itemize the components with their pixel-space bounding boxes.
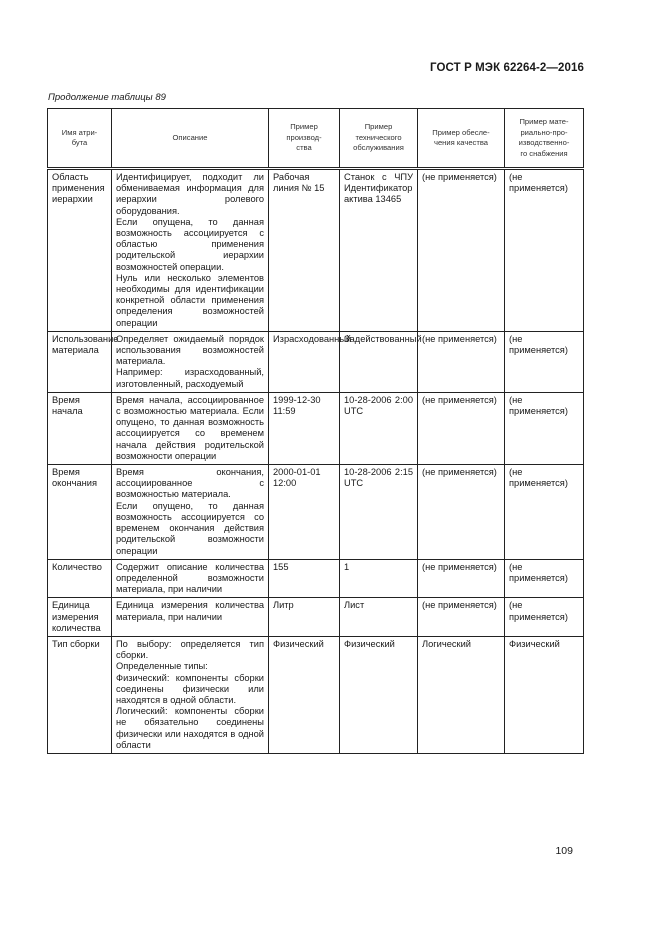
cell-production: Рабочая линия № 15 (269, 169, 340, 332)
col-header-production: Пример производ- ства (269, 109, 340, 169)
cell-supply: (не применяется) (505, 169, 584, 332)
page-number: 109 (555, 845, 573, 857)
cell-description: Единица измерения количества материала, при наличии (112, 598, 269, 637)
col-header-description: Описание (112, 109, 269, 169)
cell-attribute-name: Использование материала (48, 331, 112, 392)
cell-supply: Физический (505, 636, 584, 753)
cell-quality: (не применяется) (418, 392, 505, 464)
cell-description: Идентифицирует, подходит ли обмениваемая информация для иерархии ролевого оборудования. Если опущена, то данная возможность ассоциируется с областью применения родительской иерархии возможностей операции. Нуль или несколько элементов необходимы для идентификации конкретной области применения определения возможностей операции (112, 169, 269, 332)
col-header-supply: Пример мате- риально-про- изводственно- го снабжения (505, 109, 584, 169)
cell-production: Израсходованный (269, 331, 340, 392)
table-header-row (48, 109, 584, 169)
cell-production: Литр (269, 598, 340, 637)
col-header-name: Имя атри- бута (48, 109, 112, 169)
cell-supply: (не применяется) (505, 465, 584, 560)
attributes-table (47, 108, 584, 754)
cell-attribute-name: Время окончания (48, 465, 112, 560)
cell-description: Содержит описание количества определенной возможности материала, при наличии (112, 559, 269, 598)
cell-maintenance: Станок с ЧПУ Идентификатор актива 13465 (340, 169, 418, 332)
cell-attribute-name: Область применения иерархии (48, 169, 112, 332)
cell-description: По выбору: определяется тип сборки. Определенные типы: Физический: компоненты сборки соединены физически или находятся в одной области. Логический: компоненты сборки не обязательно соединены физически или находятся в одной области (112, 636, 269, 753)
cell-maintenance: 1 (340, 559, 418, 598)
cell-maintenance: Лист (340, 598, 418, 637)
cell-supply: (не применяется) (505, 392, 584, 464)
table-row (48, 559, 584, 598)
table-row (48, 169, 584, 332)
table-row (48, 331, 584, 392)
cell-maintenance: Физический (340, 636, 418, 753)
table-row (48, 465, 584, 560)
cell-maintenance: 10-28-2006 2:15 UTC (340, 465, 418, 560)
cell-quality: (не применяется) (418, 331, 505, 392)
cell-description: Время окончания, ассоциированное с возможностью материала. Если опущено, то данная возможность ассоциируется со временем окончания действия родительской возможности операции (112, 465, 269, 560)
cell-attribute-name: Время начала (48, 392, 112, 464)
table-row (48, 392, 584, 464)
document-code: ГОСТ Р МЭК 62264-2—2016 (430, 62, 584, 74)
col-header-maintenance: Пример технического обслуживания (340, 109, 418, 169)
cell-supply: (не применяется) (505, 331, 584, 392)
cell-production: Физический (269, 636, 340, 753)
cell-quality: (не применяется) (418, 465, 505, 560)
cell-description: Время начала, ассоциированное с возможностью материала. Если опущено, то данная возможность ассоциируется со временем начала действия родительской возможности операции (112, 392, 269, 464)
cell-supply: (не применяется) (505, 598, 584, 637)
table-caption: Продолжение таблицы 89 (48, 92, 166, 103)
cell-maintenance: Задействованный (340, 331, 418, 392)
cell-maintenance: 10-28-2006 2:00 UTC (340, 392, 418, 464)
cell-quality: (не применяется) (418, 559, 505, 598)
cell-description: Определяет ожидаемый порядок использования возможностей материала. Например: израсходованный, изготовленный, расходуемый (112, 331, 269, 392)
cell-quality: Логический (418, 636, 505, 753)
cell-quality: (не применяется) (418, 169, 505, 332)
cell-supply: (не применяется) (505, 559, 584, 598)
cell-attribute-name: Единица измерения количества (48, 598, 112, 637)
table-row (48, 636, 584, 753)
cell-production: 155 (269, 559, 340, 598)
cell-production: 2000-01-01 12:00 (269, 465, 340, 560)
table-row (48, 598, 584, 637)
cell-attribute-name: Тип сборки (48, 636, 112, 753)
col-header-quality: Пример обесле- чения качества (418, 109, 505, 169)
cell-production: 1999-12-30 11:59 (269, 392, 340, 464)
cell-quality: (не применяется) (418, 598, 505, 637)
cell-attribute-name: Количество (48, 559, 112, 598)
